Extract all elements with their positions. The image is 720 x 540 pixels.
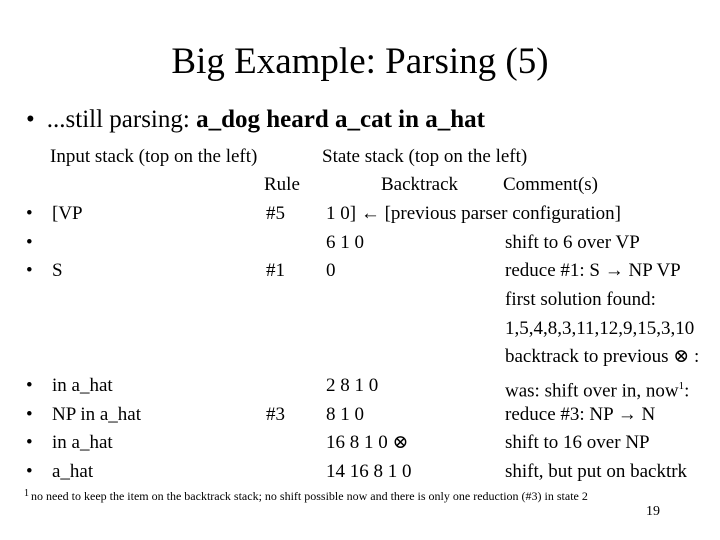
row-comment: backtrack to previous ⊗ : bbox=[505, 346, 700, 367]
subtitle-prefix: ...still parsing: bbox=[46, 106, 197, 133]
row-state: 0 bbox=[326, 260, 336, 281]
row-input: S bbox=[52, 260, 63, 281]
row-comment: 1,5,4,8,3,11,12,9,15,3,10 bbox=[505, 318, 695, 339]
footnote-ref: 1 bbox=[678, 380, 685, 392]
row-comment: shift to 6 over VP bbox=[505, 232, 640, 253]
row-comment bbox=[505, 375, 689, 402]
row-bullet: • bbox=[26, 375, 33, 396]
row-rule: #3 bbox=[266, 404, 285, 425]
row-state: 6 1 0 bbox=[326, 232, 364, 253]
header-rule: Rule bbox=[264, 174, 300, 195]
page-number: 19 bbox=[646, 504, 660, 519]
row-comment: shift, but put on backtrk bbox=[505, 461, 688, 482]
row-bullet: • bbox=[26, 404, 33, 425]
row-input: NP in a_hat bbox=[52, 404, 142, 425]
row-bullet: • bbox=[26, 232, 33, 253]
header-input-stack: Input stack (top on the left) bbox=[50, 146, 258, 167]
comment-text: was: shift over in, now bbox=[505, 380, 679, 402]
row-input: in a_hat bbox=[52, 432, 113, 453]
comment-suffix: : bbox=[684, 380, 690, 402]
row-bullet: • bbox=[26, 461, 33, 482]
row-state: 2 8 1 0 bbox=[326, 375, 379, 396]
row-bullet: • bbox=[26, 432, 33, 453]
row-comment: reduce #1: S → NP VP bbox=[505, 260, 681, 281]
row-state: 8 1 0 bbox=[326, 404, 364, 425]
row-bullet: • bbox=[26, 203, 33, 224]
header-state-stack: State stack (top on the left) bbox=[322, 146, 528, 167]
row-state: 16 8 1 0 ⊗ bbox=[326, 432, 409, 453]
slide-title: Big Example: Parsing (5) bbox=[171, 41, 549, 82]
row-rule: #1 bbox=[266, 260, 285, 281]
row-rule: #5 bbox=[266, 203, 285, 224]
subtitle-sentence: a_dog heard a_cat in a_hat bbox=[196, 106, 485, 133]
row-comment: shift to 16 over NP bbox=[505, 432, 650, 453]
row-comment: first solution found: bbox=[505, 289, 656, 310]
footnote-mark: 1 bbox=[24, 488, 29, 499]
row-comment: reduce #3: NP → N bbox=[505, 404, 656, 425]
row-state: 14 16 8 1 0 bbox=[326, 461, 412, 482]
header-backtrack: Backtrack bbox=[381, 174, 459, 195]
footnote-text: no need to keep the item on the backtrack stack; no shift possible now and there is only one reduction (#3) in state 2 bbox=[31, 489, 588, 503]
row-state: 1 0] ← [previous parser configuration] bbox=[326, 203, 621, 224]
row-input: [VP bbox=[52, 203, 83, 224]
header-comments: Comment(s) bbox=[503, 174, 598, 195]
row-bullet: • bbox=[26, 260, 33, 281]
row-input: a_hat bbox=[52, 461, 94, 482]
subtitle-bullet: • bbox=[26, 106, 35, 133]
row-input: in a_hat bbox=[52, 375, 113, 396]
subtitle-line bbox=[26, 106, 485, 134]
footnote bbox=[24, 488, 588, 504]
